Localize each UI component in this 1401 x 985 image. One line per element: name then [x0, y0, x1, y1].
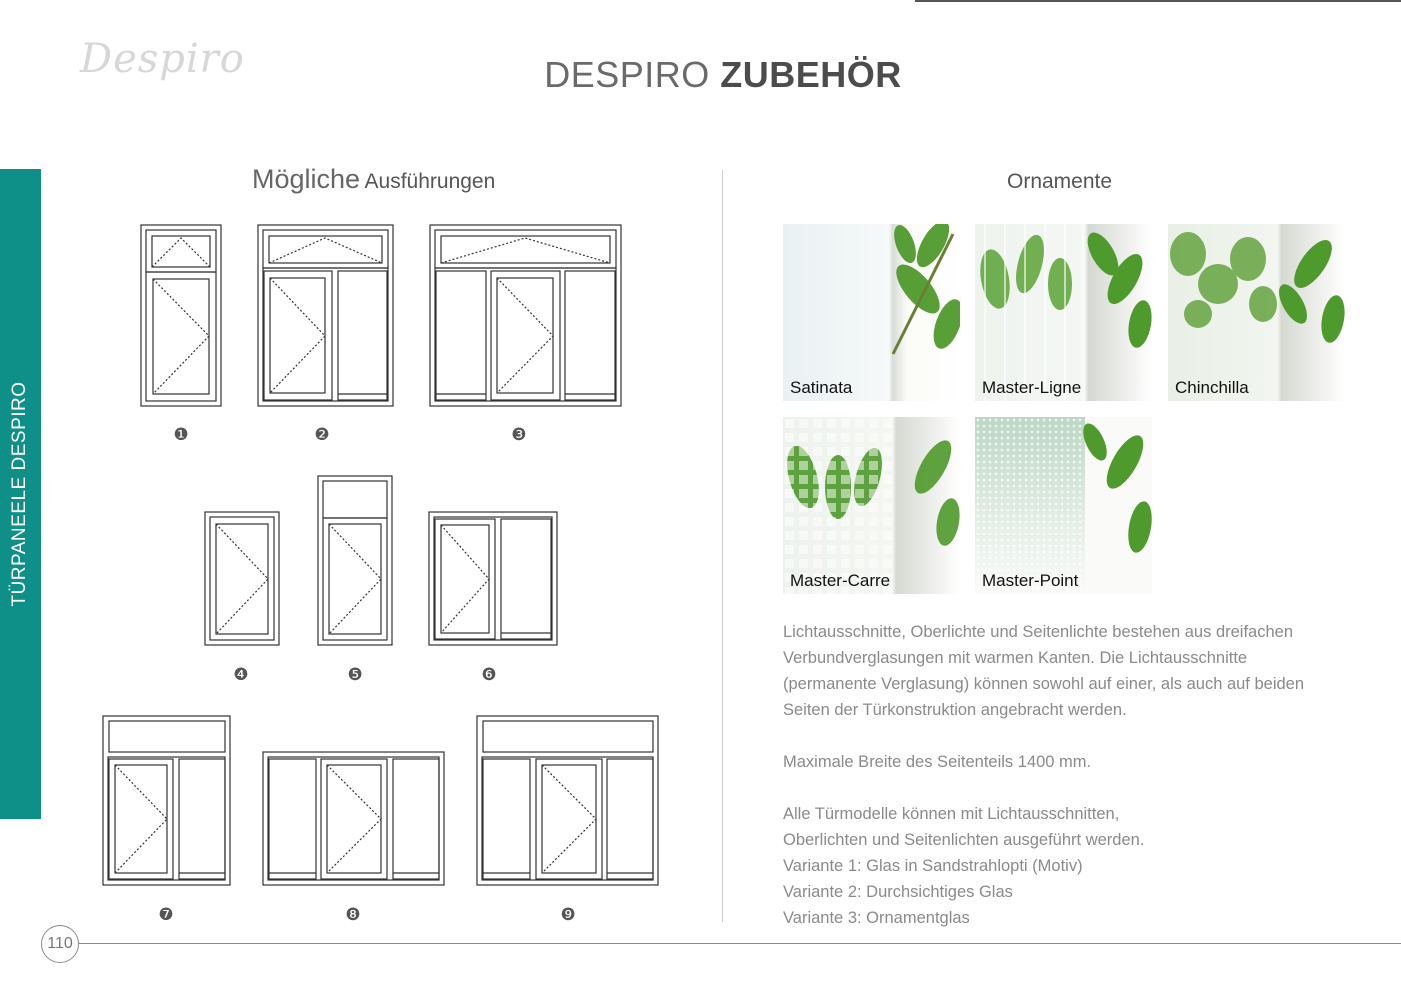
- ornament-label: Master-Ligne: [982, 378, 1082, 397]
- glass-sample-image: [975, 224, 1152, 401]
- variant-number-8: ❽: [345, 905, 361, 925]
- text-line: Seiten der Türkonstruktion angebracht werden.: [783, 701, 1127, 719]
- page-number: 110: [41, 925, 79, 963]
- left-heading-small: Ausführungen: [364, 170, 496, 193]
- door-variant-2: [258, 225, 393, 406]
- variant-number-4: ❹: [233, 665, 249, 685]
- ornament-label: Master-Point: [982, 571, 1079, 590]
- door-variant-7: [103, 716, 230, 885]
- description-paragraph-3: [783, 801, 1343, 931]
- glass-sample-image: [975, 417, 1152, 594]
- text-line: Verbundverglasungen mit warmen Kanten. Die Lichtausschnitte: [783, 649, 1248, 667]
- text-line: Alle Türmodelle können mit Lichtausschnitten,: [783, 805, 1120, 823]
- page-title-bold: ZUBEHÖR: [720, 54, 902, 95]
- ornament-tile-master-carre: [783, 417, 960, 594]
- variant-number-3: ❸: [511, 425, 527, 445]
- variant-number-7: ❼: [158, 905, 174, 925]
- variant-number-1: ❶: [173, 425, 189, 445]
- text-line: (permanente Verglasung) können sowohl auf einer, als auch auf beiden: [783, 675, 1305, 693]
- ornament-tile-chinchilla: [1168, 224, 1345, 401]
- text-line: Oberlichten und Seitenlichten ausgeführt werden.: [783, 831, 1145, 849]
- variant-number-2: ❷: [314, 425, 330, 445]
- page-title-light: DESPIRO: [544, 54, 710, 95]
- glass-sample-image: [783, 224, 960, 401]
- variant-number-6: ❻: [481, 665, 497, 685]
- glass-sample-image: [783, 417, 960, 594]
- variant-number-5: ❺: [347, 665, 363, 685]
- description-paragraph-2: [783, 749, 1343, 775]
- ornament-label: Chinchilla: [1175, 378, 1249, 397]
- ornaments-heading: Ornamente: [1007, 170, 1113, 193]
- ornament-label: Satinata: [790, 378, 853, 397]
- bottom-rule: [78, 943, 1401, 944]
- door-variant-5: [318, 476, 392, 645]
- side-tab-label: TÜRPANEELE DESPIRO: [9, 381, 30, 607]
- ornament-tile-master-point: [975, 417, 1152, 594]
- door-variant-9: [477, 716, 658, 885]
- door-variant-6: [429, 512, 557, 645]
- variant-number-9: ❾: [560, 905, 576, 925]
- column-divider: [722, 170, 723, 922]
- top-rule: [915, 0, 1401, 2]
- door-variant-4: [205, 512, 279, 645]
- ornament-tile-master-ligne: [975, 224, 1152, 401]
- ornament-tile-satinata: [783, 224, 960, 401]
- ornament-label: Master-Carre: [790, 571, 891, 590]
- door-variant-8: [263, 752, 444, 885]
- text-line: Variante 1: Glas in Sandstrahlopti (Motiv): [783, 857, 1083, 875]
- despiro-logo: Despiro: [80, 36, 245, 82]
- door-variant-1: [141, 225, 221, 406]
- door-variant-3: [430, 225, 621, 406]
- glass-sample-image: [1168, 224, 1345, 401]
- description-paragraph-1: [783, 619, 1343, 723]
- left-heading-large: Mögliche: [252, 164, 361, 194]
- text-line: Variante 2: Durchsichtiges Glas: [783, 883, 1013, 901]
- text-line: Lichtausschnitte, Oberlichte und Seitenlichte bestehen aus dreifachen: [783, 623, 1293, 641]
- text-line: Variante 3: Ornamentglas: [783, 909, 970, 927]
- text-line: Maximale Breite des Seitenteils 1400 mm.: [783, 753, 1092, 771]
